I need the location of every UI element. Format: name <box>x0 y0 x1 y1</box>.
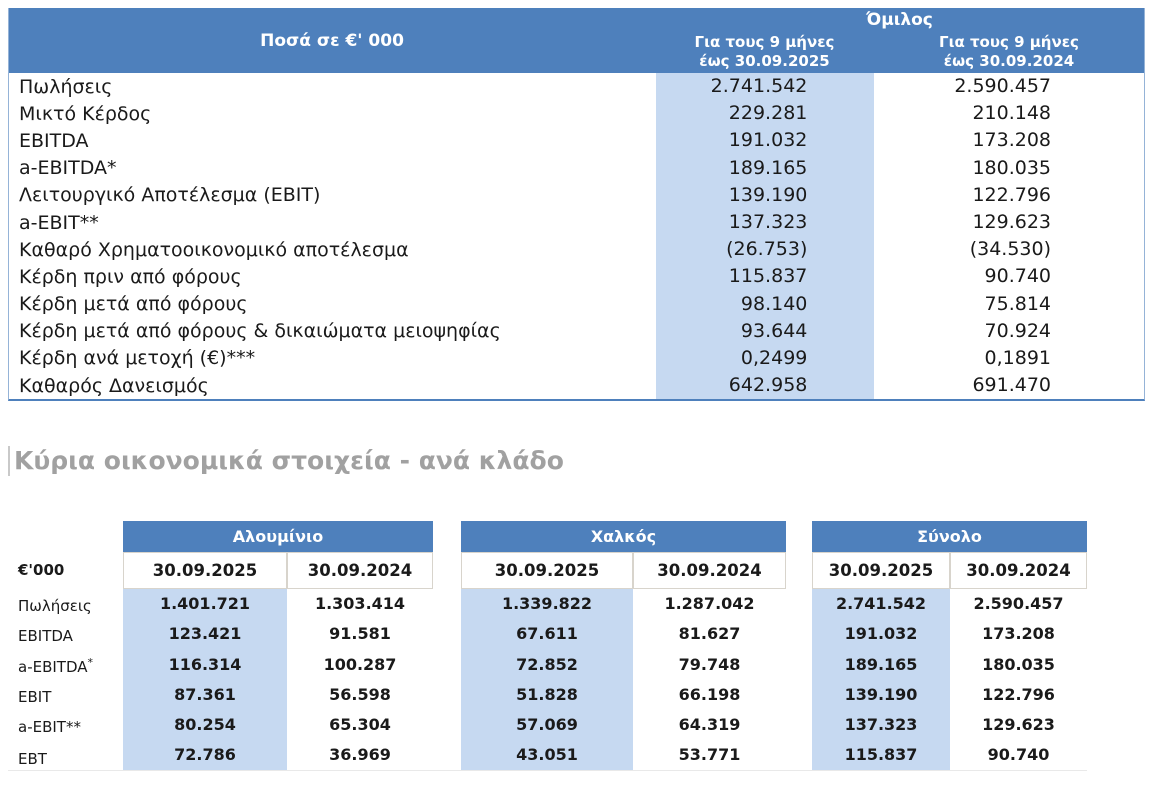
value-2024: 0,1891 <box>984 346 1052 369</box>
period-2025-line1: Για τους 9 μήνες <box>694 33 835 51</box>
value-2024: 75.814 <box>984 292 1052 315</box>
period-header-2025 <box>655 31 874 73</box>
segment-header-aluminium: Αλουμίνιο <box>123 521 433 552</box>
unit-header: €'000 <box>18 561 65 579</box>
copper-value-2025: 51.828 <box>461 680 633 710</box>
table-row <box>9 318 1144 345</box>
segment-header-total: Σύνολο <box>812 521 1087 552</box>
aluminium-value-2024: 1.303.414 <box>314 594 406 613</box>
table-row <box>9 345 1144 372</box>
period-header-2024 <box>874 31 1144 73</box>
copper-value-2025: 67.611 <box>461 619 633 649</box>
value-2024: 122.796 <box>972 183 1052 206</box>
total-value-2025: 115.837 <box>812 740 950 770</box>
value-2025: 0,2499 <box>656 345 875 372</box>
group-table-body <box>9 73 1144 399</box>
value-2025: 2.741.542 <box>656 73 875 100</box>
total-value-2024: 122.796 <box>982 684 1055 704</box>
total-col-2024: 30.09.2024 <box>950 552 1087 589</box>
total-value-2024: 173.208 <box>982 624 1055 644</box>
value-2025: 137.323 <box>656 209 875 236</box>
row-label: EBITDA <box>18 627 73 646</box>
aluminium-value-2025: 1.401.721 <box>123 589 287 619</box>
aluminium-col-2024: 30.09.2024 <box>287 552 433 589</box>
value-2025: 139.190 <box>656 182 875 209</box>
row-label: Κέρδη μετά από φόρους <box>19 293 248 316</box>
aluminium-col-2025: 30.09.2025 <box>123 552 287 589</box>
segment-column-headers <box>8 552 1087 589</box>
aluminium-value-2024: 56.598 <box>329 684 391 704</box>
row-label: EBIT <box>18 687 52 706</box>
row-label: Πωλήσεις <box>18 597 92 615</box>
segment-group-bars <box>8 521 1087 552</box>
group-financials-table <box>8 8 1145 401</box>
table-row <box>9 209 1144 236</box>
value-2025: 115.837 <box>656 263 875 290</box>
value-2025: 229.281 <box>656 100 875 127</box>
period-headers <box>655 31 1144 73</box>
segment-header-copper: Χαλκός <box>461 521 786 552</box>
table-row <box>9 236 1144 263</box>
spacer <box>786 740 812 770</box>
value-2025: 191.032 <box>656 127 875 154</box>
table-row <box>8 650 1087 680</box>
aluminium-value-2024: 65.304 <box>329 715 391 735</box>
copper-value-2025: 72.852 <box>461 650 633 680</box>
row-label: EBT <box>8 740 123 770</box>
row-label: Καθαρός Δανεισμός <box>19 374 209 397</box>
copper-value-2024: 64.319 <box>678 715 741 735</box>
row-label: Κέρδη ανά μετοχή (€)*** <box>19 347 256 370</box>
value-2024: (34.530) <box>969 238 1052 261</box>
value-2025: (26.753) <box>656 236 875 263</box>
period-2024-line1: Για τους 9 μήνες <box>939 33 1079 51</box>
aluminium-value-2024: 100.287 <box>323 654 397 674</box>
aluminium-value-2024: 91.581 <box>329 624 391 644</box>
row-label: Πωλήσεις <box>19 75 113 98</box>
value-2024: 129.623 <box>972 210 1052 233</box>
copper-value-2024: 66.198 <box>678 684 741 704</box>
aluminium-value-2025: 72.786 <box>123 740 287 770</box>
row-label: EBITDA <box>19 129 89 152</box>
row-label: a-EBIT** <box>18 718 81 737</box>
copper-col-2025: 30.09.2025 <box>461 552 633 589</box>
row-label: Κέρδη πριν από φόρους <box>19 265 242 288</box>
value-2025: 642.958 <box>656 372 875 399</box>
total-value-2025: 2.741.542 <box>812 589 950 619</box>
aluminium-value-2025: 116.314 <box>123 650 287 680</box>
segment-financials-table <box>8 521 1087 771</box>
value-2024: 210.148 <box>972 102 1052 125</box>
spacer <box>433 740 461 770</box>
total-col-2025: 30.09.2025 <box>812 552 950 589</box>
row-label: Λειτουργικό Αποτέλεσμα (EBIT) <box>19 184 321 207</box>
table-row <box>8 710 1087 740</box>
value-2025: 189.165 <box>656 155 875 182</box>
table-row <box>9 155 1144 182</box>
table-row <box>8 680 1087 710</box>
copper-value-2025: 1.339.822 <box>461 589 633 619</box>
copper-value-2025: 57.069 <box>461 710 633 740</box>
group-header-label: Όμιλος <box>866 10 933 30</box>
group-table-header <box>9 8 1144 73</box>
row-label: Κέρδη μετά από φόρους & δικαιώματα μειοψηφίας <box>19 320 501 343</box>
value-2025: 98.140 <box>656 291 875 318</box>
copper-value-2024: 53.771 <box>633 740 786 770</box>
table-row <box>8 589 1087 619</box>
total-value-2024: 90.740 <box>950 740 1087 770</box>
table-row <box>9 291 1144 318</box>
value-2024: 180.035 <box>972 156 1052 179</box>
total-value-2025: 189.165 <box>812 650 950 680</box>
period-2024-line2: έως 30.09.2024 <box>943 52 1075 70</box>
total-value-2024: 2.590.457 <box>973 594 1064 613</box>
group-header-area <box>655 8 1144 73</box>
value-2024: 90.740 <box>984 265 1052 288</box>
aluminium-value-2024: 36.969 <box>287 740 433 770</box>
spacer <box>433 521 461 552</box>
table-row <box>9 73 1144 100</box>
section-title: Κύρια οικονομικά στοιχεία - ανά κλάδο <box>8 446 564 476</box>
value-2025: 93.644 <box>656 318 875 345</box>
copper-col-2024: 30.09.2024 <box>633 552 786 589</box>
value-2024: 2.590.457 <box>954 75 1052 97</box>
value-2024: 70.924 <box>984 319 1052 342</box>
value-2024: 173.208 <box>972 129 1052 152</box>
total-value-2025: 137.323 <box>812 710 950 740</box>
aluminium-value-2025: 123.421 <box>123 619 287 649</box>
row-label: a-EBITDA* <box>19 157 117 180</box>
aluminium-value-2025: 80.254 <box>123 710 287 740</box>
spacer <box>8 521 123 552</box>
copper-value-2024: 81.627 <box>678 624 741 644</box>
total-value-2024: 180.035 <box>982 654 1055 674</box>
total-value-2025: 139.190 <box>812 680 950 710</box>
copper-value-2024: 1.287.042 <box>664 594 755 613</box>
row-label: Μικτό Κέρδος <box>19 102 152 125</box>
table-row <box>9 372 1144 399</box>
total-value-2025: 191.032 <box>812 619 950 649</box>
table-row <box>8 740 1087 770</box>
period-2025-line2: έως 30.09.2025 <box>699 52 830 70</box>
table-row <box>9 263 1144 290</box>
copper-value-2024: 79.748 <box>678 654 741 674</box>
value-2024: 691.470 <box>972 374 1052 397</box>
row-label: a-EBITDA* <box>18 655 94 676</box>
table-row <box>9 182 1144 209</box>
table-row <box>9 127 1144 154</box>
total-value-2024: 129.623 <box>982 715 1055 735</box>
table-row <box>8 619 1087 649</box>
unit-header: Ποσά σε €' 000 <box>260 30 404 51</box>
spacer <box>786 521 812 552</box>
copper-value-2025: 43.051 <box>461 740 633 770</box>
table-row <box>9 100 1144 127</box>
row-label: Καθαρό Χρηματοοικονομικό αποτέλεσμα <box>19 238 409 261</box>
row-label: a-EBIT** <box>19 211 99 234</box>
aluminium-value-2025: 87.361 <box>123 680 287 710</box>
